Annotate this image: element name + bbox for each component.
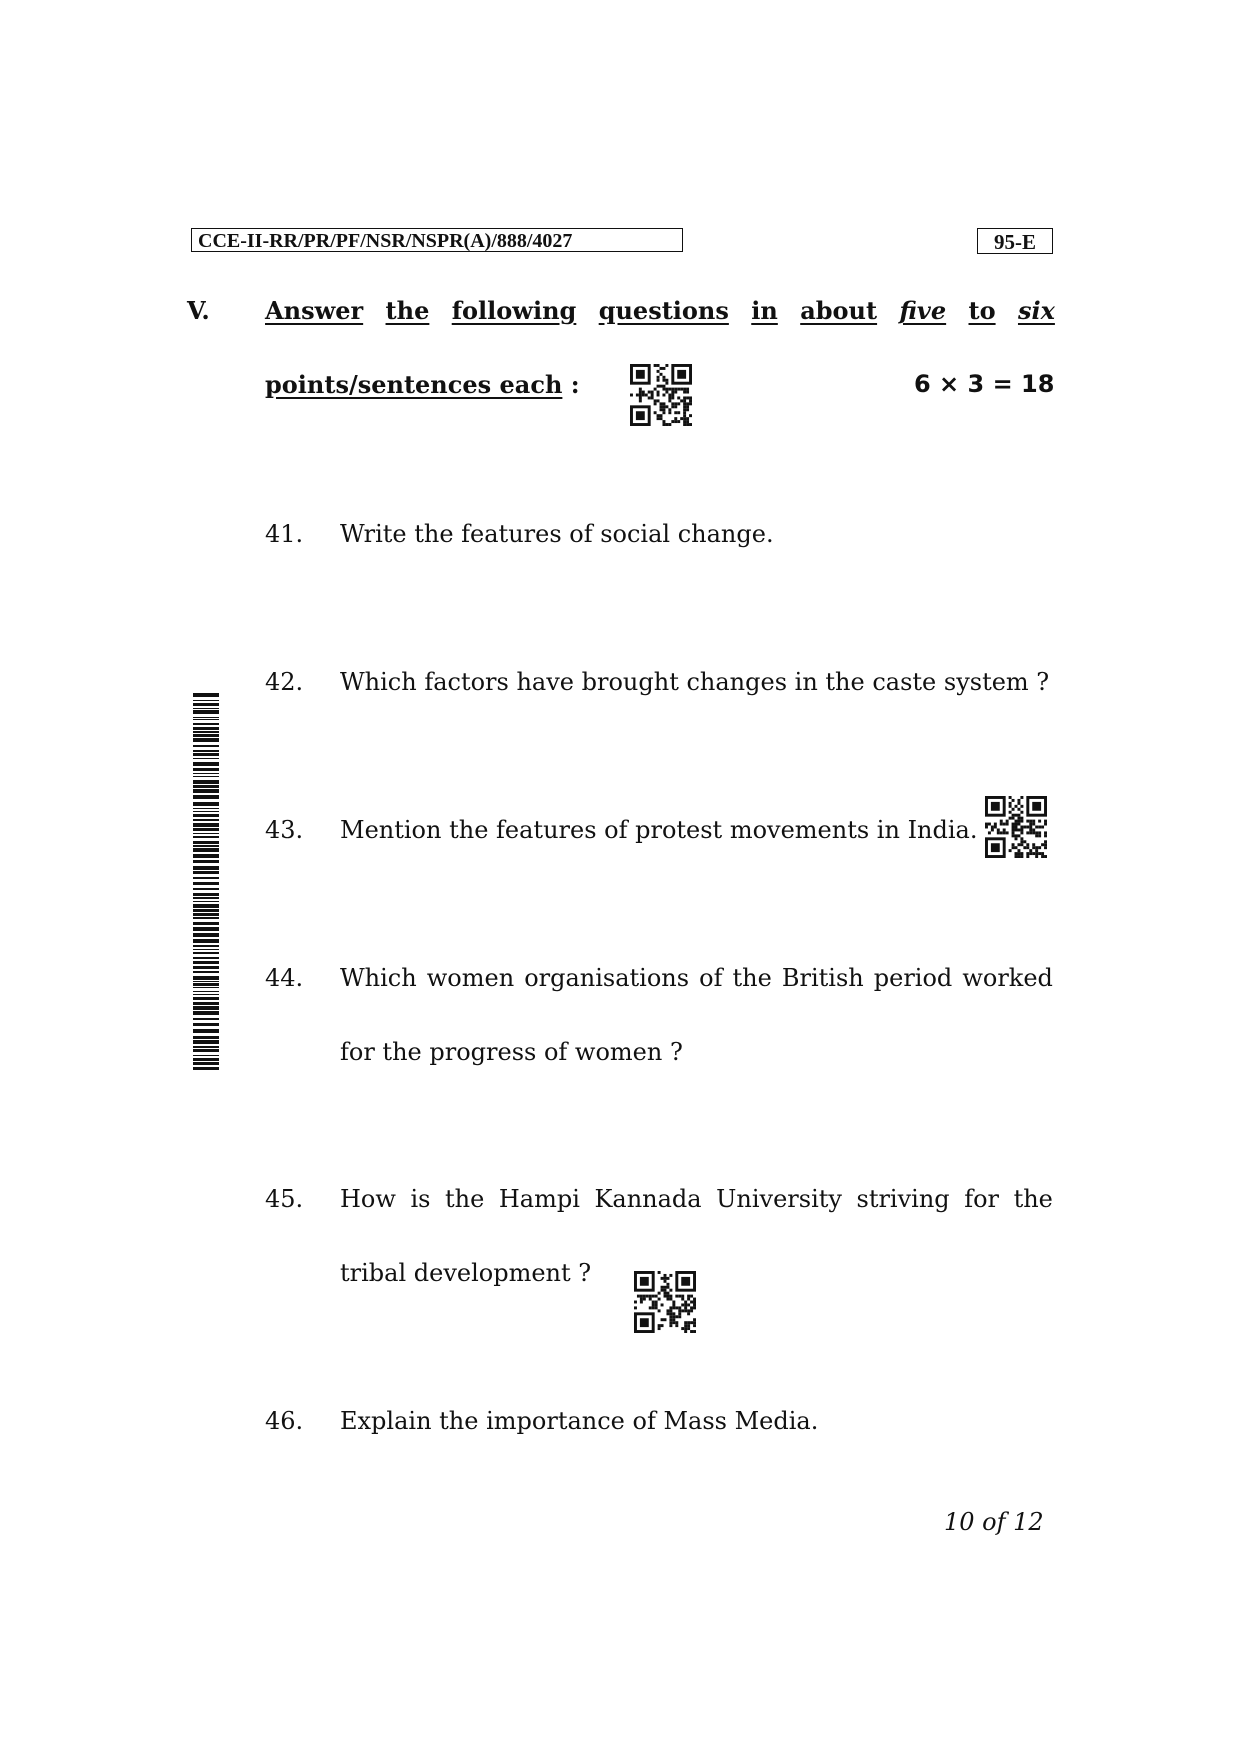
word: striving <box>856 1185 950 1213</box>
word: organisations <box>524 964 690 992</box>
question-text-line1 <box>340 1185 1053 1213</box>
word: of <box>699 964 723 992</box>
section-marks: 6 × 3 = 18 <box>914 370 1055 398</box>
barcode-icon <box>193 693 219 1071</box>
question-text: Mention the features of protest movements in India. <box>340 816 978 844</box>
instr-word: Answer <box>265 296 364 325</box>
section-number: V. <box>187 296 210 325</box>
subject-code-box: CCE-II-RR/PR/PF/NSR/NSPR(A)/888/4027 <box>191 228 683 252</box>
question-text-line2: tribal development ? <box>340 1259 592 1287</box>
word: Which <box>340 964 417 992</box>
word: University <box>716 1185 842 1213</box>
word: Hampi <box>498 1185 580 1213</box>
instr-word: six <box>1017 296 1055 325</box>
question-text-line1 <box>340 964 1053 992</box>
instr-word: about <box>800 296 878 325</box>
word: worked <box>962 964 1053 992</box>
question-number: 43. <box>265 816 304 844</box>
question-text: Explain the importance of Mass Media. <box>340 1407 819 1435</box>
question-number: 42. <box>265 668 304 696</box>
question-number: 45. <box>265 1185 304 1213</box>
word: is <box>410 1185 431 1213</box>
instr-word: questions <box>598 296 729 325</box>
instr-word: five <box>899 296 947 325</box>
question-text: Which factors have brought changes in the caste system ? <box>340 668 1050 696</box>
question-text: Write the features of social change. <box>340 520 774 548</box>
paper-code-box: 95-E <box>977 228 1053 254</box>
question-number: 41. <box>265 520 304 548</box>
qr-code-icon <box>630 364 692 426</box>
question-text-line2: for the progress of women ? <box>340 1038 683 1066</box>
word: British <box>781 964 864 992</box>
question-number: 46. <box>265 1407 304 1435</box>
word: the <box>732 964 772 992</box>
instr-colon: : <box>570 370 580 399</box>
word: period <box>873 964 953 992</box>
section-instruction-line2 <box>265 370 580 399</box>
section-instruction-line1 <box>265 296 1055 325</box>
qr-code-icon <box>634 1271 696 1333</box>
instr-line2-text: points/sentences each <box>265 370 563 399</box>
instr-word: in <box>751 296 778 325</box>
word: for <box>964 1185 1000 1213</box>
word: How <box>340 1185 396 1213</box>
qr-code-icon <box>985 796 1047 858</box>
word: the <box>1013 1185 1053 1213</box>
page-number: 10 of 12 <box>944 1508 1044 1536</box>
question-number: 44. <box>265 964 304 992</box>
instr-word: following <box>451 296 577 325</box>
word: Kannada <box>594 1185 702 1213</box>
word: women <box>426 964 515 992</box>
word: the <box>445 1185 485 1213</box>
instr-word: the <box>385 296 430 325</box>
instr-word: to <box>968 296 996 325</box>
